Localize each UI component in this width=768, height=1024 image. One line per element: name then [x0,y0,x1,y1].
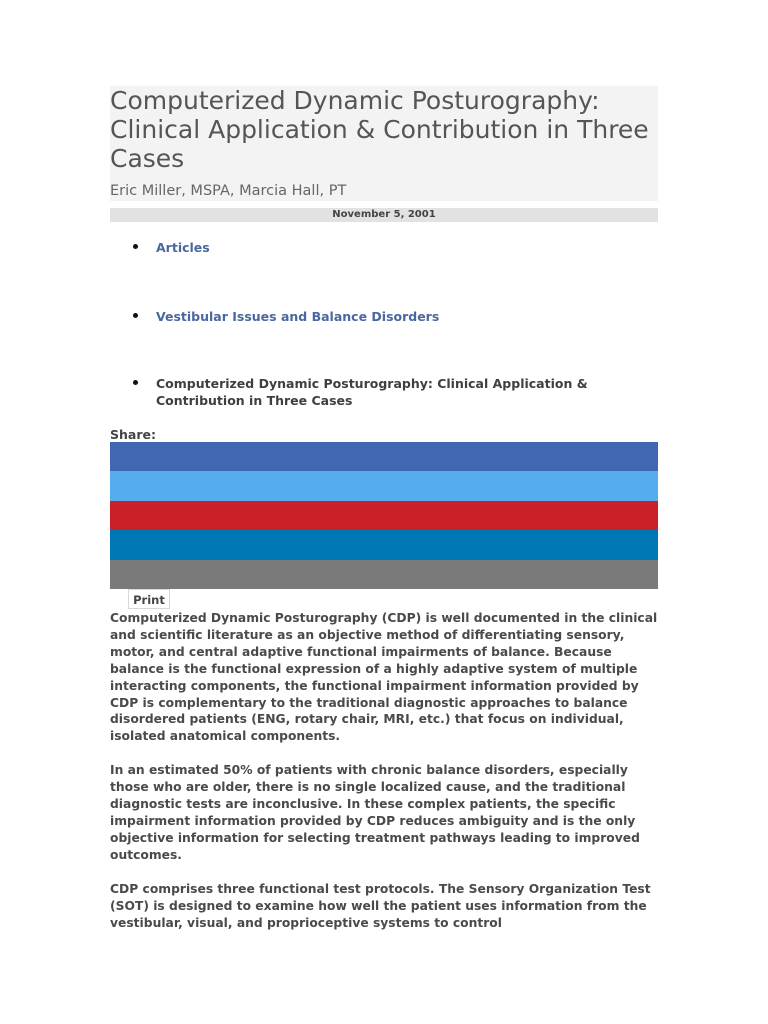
body-paragraph: In an estimated 50% of patients with chronic balance disorders, especially those who are older, there is no single localized cause, and the traditional diagnostic tests are inconclusive. In these complex patients, the specific impairment information provided by CDP reduces ambiguity and is the only objective information for selecting treatment pathways leading to improved outcomes. [110,763,640,862]
print-button[interactable]: Print [128,589,170,609]
bullet-icon [133,244,138,249]
share-facebook-button[interactable] [110,442,658,471]
breadcrumb-link-vestibular[interactable]: Vestibular Issues and Balance Disorders [156,309,440,324]
title-block [110,86,658,201]
body-paragraph: Computerized Dynamic Posturography (CDP) is well documented in the clinical and scientific literature as an objective method of differentiating sensory, motor, and central adaptive functional impairments of balance. Because balance is the functional expression of a highly adaptive system of multiple interacting components, the functional impairment information provided by CDP is complementary to the traditional diagnostic approaches to balance disordered patients (ENG, rotary chair, MRI, etc.) that focus on individual, isolated anatomical components. [110,611,658,744]
bullet-icon [133,380,138,385]
body-paragraph: CDP comprises three functional test protocols. The Sensory Organization Test (SOT) is designed to examine how well the patient uses information from the vestibular, visual, and proprioceptive systems to control [110,881,651,930]
share-buttons [110,442,658,589]
article-page [110,86,658,930]
share-twitter-button[interactable] [110,471,658,500]
share-pinterest-button[interactable] [110,501,658,530]
share-linkedin-button[interactable] [110,530,658,559]
breadcrumb-item-articles[interactable] [156,239,636,256]
breadcrumb-item-current [156,375,636,409]
article-body [110,610,658,948]
share-label: Share: [110,427,156,442]
article-date: November 5, 2001 [110,208,658,222]
breadcrumb-link-articles[interactable]: Articles [156,240,210,255]
breadcrumb-item-vestibular[interactable] [156,308,636,325]
article-title: Computerized Dynamic Posturography: Clinical Application & Contribution in Three Cases [110,86,649,173]
bullet-icon [133,313,138,318]
breadcrumb-current-page: Computerized Dynamic Posturography: Clinical Application & Contribution in Three Cases [156,376,588,408]
share-email-button[interactable] [110,560,658,589]
article-authors: Eric Miller, MSPA, Marcia Hall, PT [110,183,347,199]
